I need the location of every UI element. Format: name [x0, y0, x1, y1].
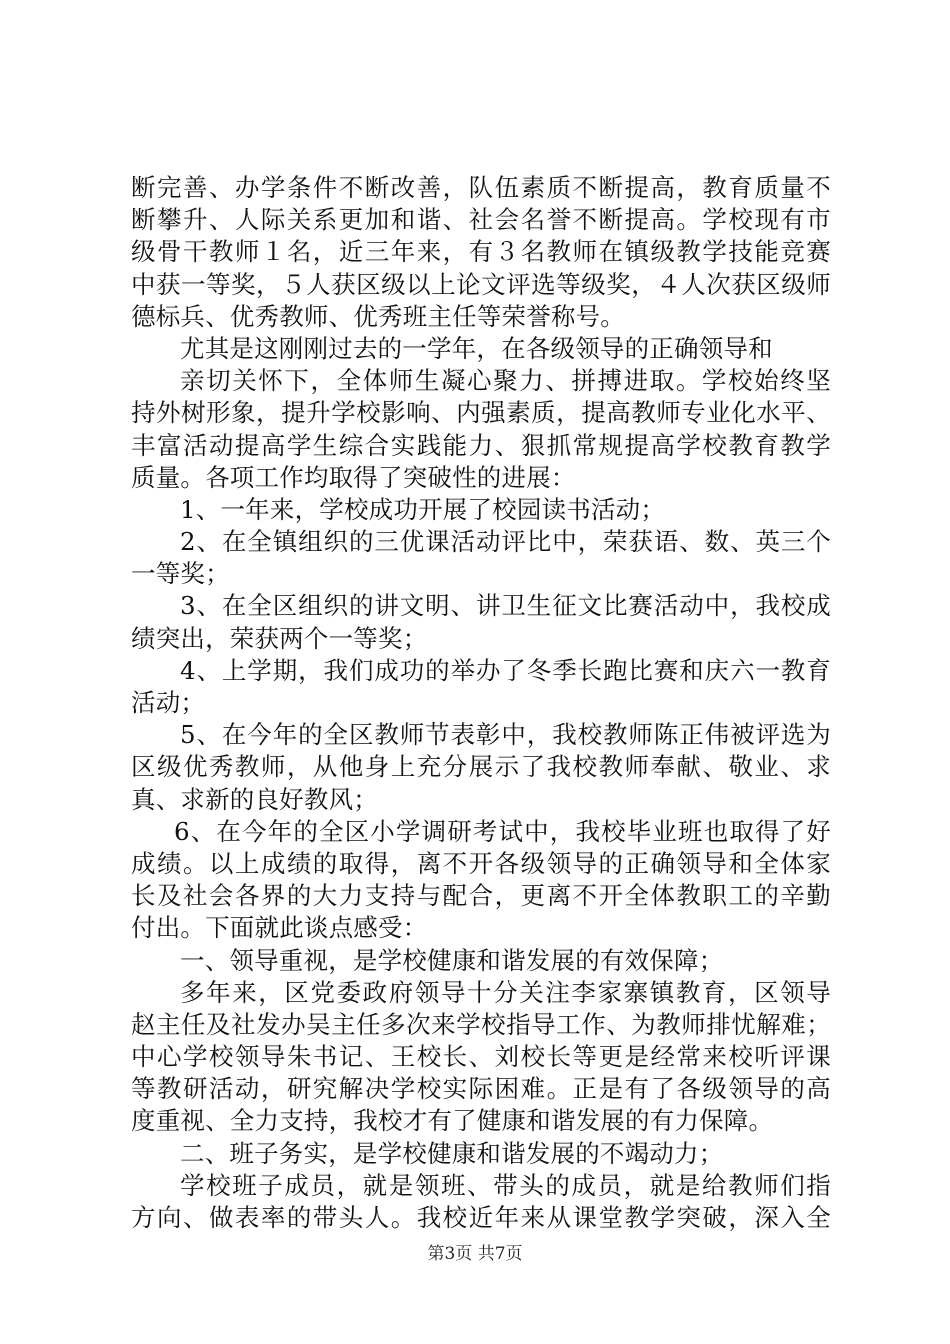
text-line: 质量。各项工作均取得了突破性的进展： [131, 462, 576, 492]
text-line: 丰富活动提高学生综合实践能力、狠抓常规提高学校教育教学 [131, 430, 831, 460]
text-line: 绩突出，荣获两个一等奖； [131, 623, 428, 653]
text-line: 赵主任及社发办吴主任多次来学校指导工作、为教师排忧解难； [131, 1009, 831, 1039]
text-line: 亲切关怀下，全体师生凝心聚力、拼搏进取。学校始终坚 [180, 366, 831, 396]
text-line: 付出。下面就此谈点感受： [131, 913, 428, 943]
page-number-footer: 第3页 共7页 [427, 1244, 523, 1264]
text-line: 等教研活动，研究解决学校实际困难。正是有了各级领导的高 [131, 1074, 831, 1104]
text-line: 多年来，区党委政府领导十分关注李家寨镇教育，区领导 [180, 977, 831, 1007]
text-line: 2、在全镇组织的三优课活动评比中，荣获语、数、英三个 [180, 527, 831, 557]
text-line: 真、求新的良好教风； [131, 784, 378, 814]
text-line: 4、上学期，我们成功的举办了冬季长跑比赛和庆六一教育 [180, 655, 831, 685]
text-line: 二、班子务实，是学校健康和谐发展的不竭动力； [180, 1138, 724, 1168]
text-line: 3、在全区组织的讲文明、讲卫生征文比赛活动中，我校成 [180, 591, 831, 621]
text-line: 级骨干教师１名，近三年来，有３名教师在镇级教学技能竞赛 [131, 237, 831, 267]
text-line: 区级优秀教师，从他身上充分展示了我校教师奉献、敬业、求 [131, 752, 831, 782]
text-line: 中心学校领导朱书记、王校长、刘校长等更是经常来校听评课 [131, 1042, 831, 1072]
text-line: 6、在今年的全区小学调研考试中，我校毕业班也取得了好 [174, 816, 831, 846]
document-body [131, 172, 831, 1234]
text-line: 一等奖； [131, 559, 230, 589]
text-line: 德标兵、优秀教师、优秀班主任等荣誉称号。 [131, 301, 625, 331]
text-line: 度重视、全力支持，我校才有了健康和谐发展的有力保障。 [131, 1106, 774, 1136]
text-line: 中获一等奖，５人获区级以上论文评选等级奖，４人次获区级师 [131, 269, 831, 299]
text-line: 5、在今年的全区教师节表彰中，我校教师陈正伟被评选为 [180, 720, 831, 750]
text-line: 方向、做表率的带头人。我校近年来从课堂教学突破，深入全 [131, 1203, 831, 1232]
text-line: 学校班子成员，就是领班、带头的成员，就是给教师们指 [180, 1170, 831, 1200]
text-line: 持外树形象，提升学校影响、内强素质，提高教师专业化水平、 [131, 398, 831, 428]
text-line: 活动； [131, 688, 206, 717]
text-line: 一、领导重视，是学校健康和谐发展的有效保障； [180, 945, 724, 975]
text-line: 尤其是这刚刚过去的一学年，在各级领导的正确领导和 [180, 333, 773, 363]
text-line: 成绩。以上成绩的取得，离不开各级领导的正确领导和全体家 [131, 848, 831, 878]
text-line: 1、一年来，学校成功开展了校园读书活动； [180, 494, 666, 524]
text-line: 长及社会各界的大力支持与配合，更离不开全体教职工的辛勤 [131, 881, 831, 911]
text-line: 断攀升、人际关系更加和谐、社会名誉不断提高。学校现有市 [131, 205, 831, 235]
text-line: 断完善、办学条件不断改善，队伍素质不断提高，教育质量不 [131, 173, 831, 202]
